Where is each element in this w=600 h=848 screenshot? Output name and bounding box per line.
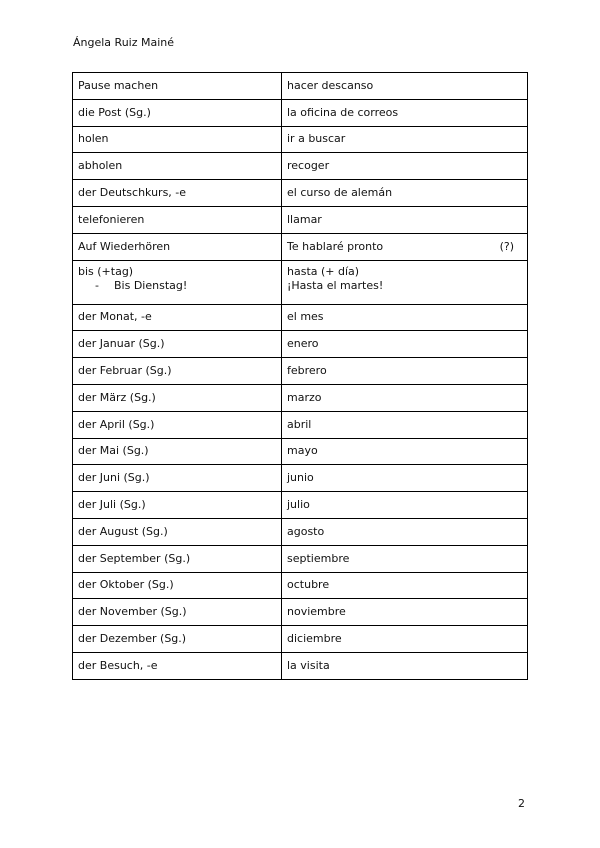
german-term: der April (Sg.): [73, 411, 282, 438]
spanish-term: abril: [282, 411, 528, 438]
german-term: der Mai (Sg.): [73, 438, 282, 465]
german-term: der Deutschkurs, -e: [73, 180, 282, 207]
german-term: der Oktober (Sg.): [73, 572, 282, 599]
german-term: der August (Sg.): [73, 518, 282, 545]
spanish-term: ir a buscar: [282, 126, 528, 153]
german-term: der November (Sg.): [73, 599, 282, 626]
table-row: [73, 358, 528, 385]
table-row: [73, 260, 528, 304]
german-example: [78, 279, 276, 293]
german-term: die Post (Sg.): [73, 99, 282, 126]
german-term: Pause machen: [73, 73, 282, 100]
spanish-term: octubre: [282, 572, 528, 599]
spanish-term: diciembre: [282, 626, 528, 653]
spanish-term: hacer descanso: [282, 73, 528, 100]
table-row: [73, 626, 528, 653]
table-row: [73, 545, 528, 572]
german-term: bis (+tag): [78, 264, 134, 278]
spanish-term-cell: [282, 233, 528, 260]
table-row: [73, 126, 528, 153]
german-term-cell: [73, 260, 282, 304]
german-example-text: Bis Dienstag!: [114, 278, 188, 292]
table-row: [73, 572, 528, 599]
table-row: [73, 411, 528, 438]
german-term: der Februar (Sg.): [73, 358, 282, 385]
table-row: [73, 206, 528, 233]
spanish-term-cell: [282, 260, 528, 304]
table-row: [73, 304, 528, 331]
spanish-term: agosto: [282, 518, 528, 545]
table-row: [73, 233, 528, 260]
table-row: [73, 518, 528, 545]
german-term: der Juli (Sg.): [73, 492, 282, 519]
table-row: [73, 331, 528, 358]
table-row: [73, 652, 528, 679]
german-term: der Besuch, -e: [73, 652, 282, 679]
german-term: holen: [73, 126, 282, 153]
spanish-term: marzo: [282, 384, 528, 411]
spanish-term: Te hablaré pronto: [287, 239, 384, 253]
spanish-term: la visita: [282, 652, 528, 679]
table-row: [73, 384, 528, 411]
table-row: [73, 99, 528, 126]
german-term: der März (Sg.): [73, 384, 282, 411]
german-term: der Monat, -e: [73, 304, 282, 331]
table-row: [73, 599, 528, 626]
spanish-term: noviembre: [282, 599, 528, 626]
spanish-term: la oficina de correos: [282, 99, 528, 126]
german-term: Auf Wiederhören: [73, 233, 282, 260]
german-term: abholen: [73, 153, 282, 180]
german-term: der Januar (Sg.): [73, 331, 282, 358]
german-term: der Dezember (Sg.): [73, 626, 282, 653]
uncertainty-note: (?): [499, 239, 514, 253]
spanish-example: ¡Hasta el martes!: [287, 278, 384, 292]
german-term: der Juni (Sg.): [73, 465, 282, 492]
table-row: [73, 438, 528, 465]
table-row: [73, 180, 528, 207]
german-term: der September (Sg.): [73, 545, 282, 572]
example-bullet: -: [95, 278, 99, 292]
spanish-term: el curso de alemán: [282, 180, 528, 207]
table-row: [73, 492, 528, 519]
author-name: Ángela Ruiz Mainé: [73, 36, 175, 49]
spanish-term: llamar: [282, 206, 528, 233]
table-row: [73, 465, 528, 492]
spanish-term: hasta (+ día): [287, 264, 360, 278]
page-number: 2: [518, 797, 525, 810]
spanish-term: recoger: [282, 153, 528, 180]
table-row: [73, 73, 528, 100]
vocabulary-table: [72, 72, 528, 680]
spanish-term: enero: [282, 331, 528, 358]
german-term: telefonieren: [73, 206, 282, 233]
spanish-term: septiembre: [282, 545, 528, 572]
spanish-term: febrero: [282, 358, 528, 385]
table-row: [73, 153, 528, 180]
spanish-term: mayo: [282, 438, 528, 465]
spanish-term: el mes: [282, 304, 528, 331]
spanish-term: julio: [282, 492, 528, 519]
spanish-term: junio: [282, 465, 528, 492]
